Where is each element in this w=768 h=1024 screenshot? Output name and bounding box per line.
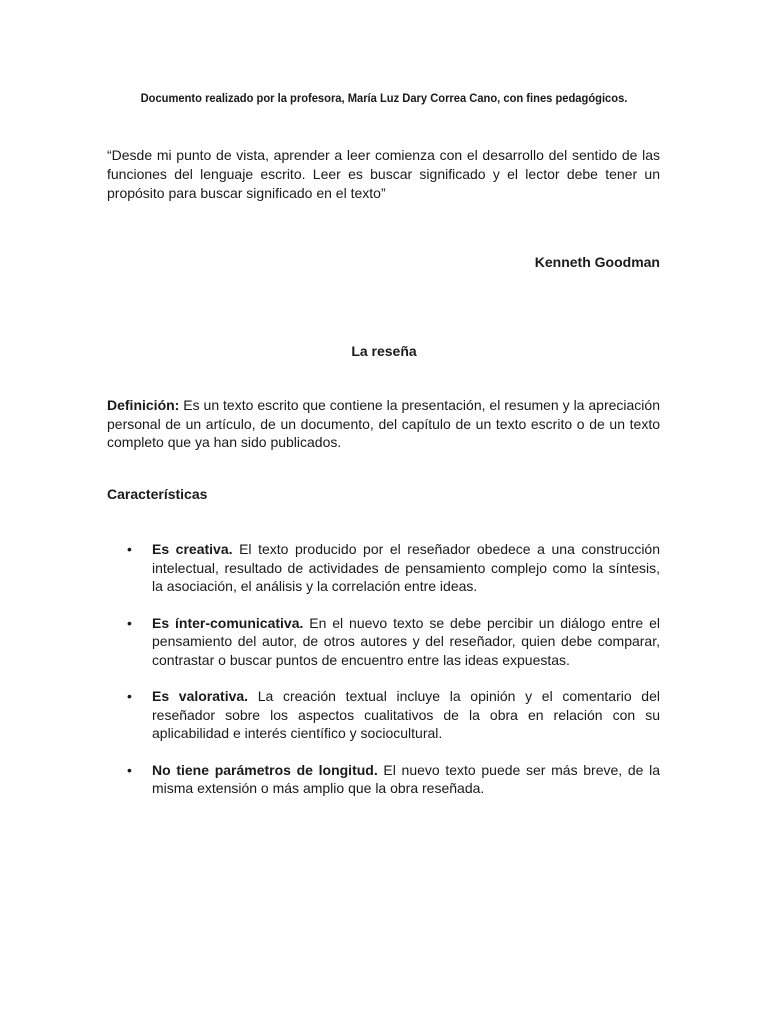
definition-paragraph (107, 396, 660, 452)
definition-text: Es un texto escrito que contiene la presentación, el resumen y la apreciación personal de un artículo, de un documento, del capítulo de un texto escrito o de un texto completo que ya han sido publicados. (107, 397, 660, 450)
list-item (107, 614, 660, 670)
list-item (107, 687, 660, 743)
list-item (107, 540, 660, 596)
list-item (107, 761, 660, 798)
feature-text: La creación textual incluye la opinión y el comentario del reseñador sobre los aspectos cualitativos de la obra en relación con su aplicabilidad e interés científico y sociocultural. (152, 688, 660, 741)
bullet-icon: • (127, 541, 132, 557)
feature-text: En el nuevo texto se debe percibir un diálogo entre el pensamiento del autor, de otros autores y del reseñador, quien debe comparar, contrastar o buscar puntos de encuentro entre las ideas expuestas. (152, 614, 660, 668)
bullet-icon: • (127, 688, 132, 704)
feature-term: No tiene parámetros de longitud. (152, 761, 378, 778)
quote-author: Kenneth Goodman (534, 254, 660, 270)
features-heading: Características (107, 486, 208, 502)
feature-term: Es ínter-comunicativa. (152, 614, 304, 631)
definition-label: Definición: (107, 397, 180, 413)
feature-text: El nuevo texto puede ser más breve, de la misma extensión o más amplio que la obra reseñada. (152, 761, 660, 796)
features-list (107, 540, 660, 816)
section-title: La reseña (351, 343, 417, 359)
bullet-icon: • (127, 761, 132, 778)
bullet-icon: • (127, 614, 132, 631)
feature-term: Es creativa. (152, 541, 233, 557)
header-note: Documento realizado por la profesora, María Luz Dary Correa Cano, con fines pedagógicos. (140, 91, 628, 105)
epigraph-quote: “Desde mi punto de vista, aprender a leer comienza con el desarrollo del sentido de las funciones del lenguaje escrito. Leer es buscar significado y el lector debe tener un propósito para buscar significado en el texto” (107, 147, 660, 201)
feature-term: Es valorativa. (152, 688, 249, 704)
feature-text: El texto producido por el reseñador obedece a una construcción intelectual, resultado de actividades de pensamiento complejo como la síntesis, la asociación, el análisis y la correlación entre ideas. (152, 541, 661, 594)
